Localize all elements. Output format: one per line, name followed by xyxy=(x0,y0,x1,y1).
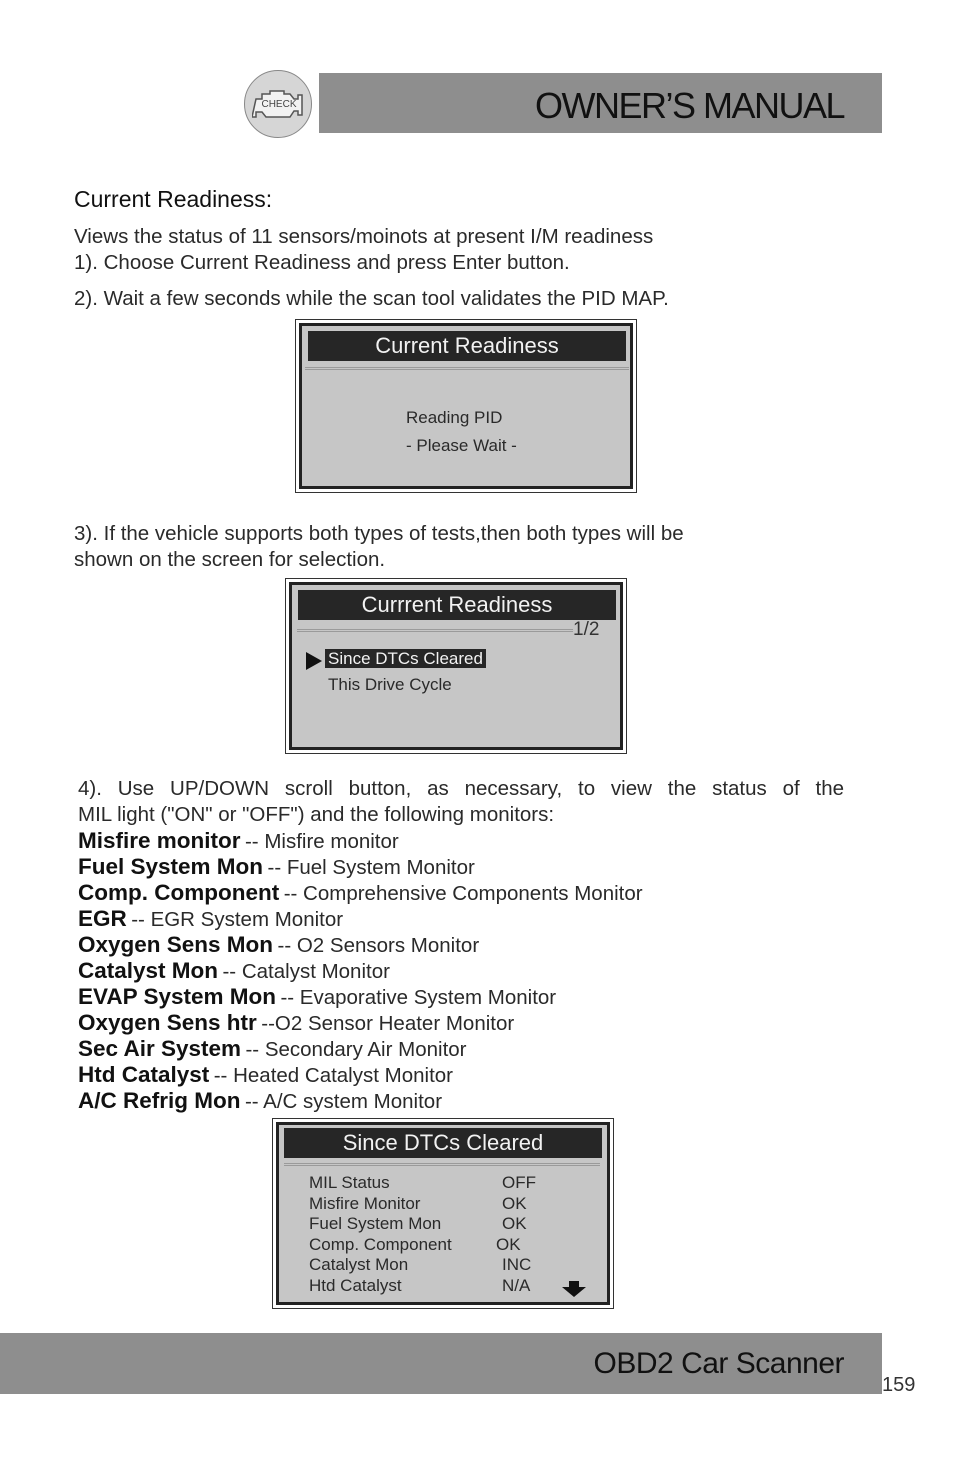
list-item xyxy=(78,1062,643,1088)
monitor-name: EGR xyxy=(78,906,127,931)
readiness-status-table xyxy=(309,1173,559,1296)
row-value: INC xyxy=(502,1255,532,1274)
row-value: OFF xyxy=(502,1173,536,1192)
table-row xyxy=(309,1235,559,1256)
row-label: Fuel System Mon xyxy=(309,1214,442,1233)
list-item xyxy=(78,932,643,958)
row-value: N/A xyxy=(502,1275,531,1295)
list-item xyxy=(78,1088,643,1114)
screen-display xyxy=(276,1122,610,1305)
scanner-screen-readiness-menu xyxy=(285,578,627,754)
list-item xyxy=(78,1036,643,1062)
screen-title: Currrent Readiness xyxy=(298,590,616,620)
screen-display xyxy=(299,323,633,489)
monitor-name: Fuel System Mon xyxy=(78,854,264,879)
selection-arrow-icon xyxy=(306,652,322,670)
please-wait-text: - Please Wait - xyxy=(406,436,517,455)
row-label: Misfire Monitor xyxy=(309,1193,421,1213)
intro-text: Views the status of 11 sensors/moinots at present I/M readiness xyxy=(74,225,654,248)
table-row xyxy=(309,1214,559,1235)
screen-title: Current Readiness xyxy=(308,331,626,361)
monitor-desc: -- EGR System Monitor xyxy=(131,908,344,931)
section-heading: Current Readiness: xyxy=(74,186,273,212)
monitor-desc: -- Fuel System Monitor xyxy=(267,856,475,879)
row-value: OK xyxy=(502,1214,527,1233)
list-item xyxy=(78,880,643,906)
list-item xyxy=(78,906,643,932)
row-label: MIL Status xyxy=(309,1173,390,1192)
list-item xyxy=(78,828,643,854)
check-logo-text: CHECK xyxy=(261,99,297,110)
monitor-desc: -- Heated Catalyst Monitor xyxy=(213,1064,453,1087)
monitor-desc: -- Catalyst Monitor xyxy=(222,960,390,983)
monitor-desc: --O2 Sensor Heater Monitor xyxy=(261,1012,515,1035)
scanner-screen-since-dtcs-cleared xyxy=(272,1118,614,1309)
monitor-list xyxy=(78,828,643,1114)
screen-display xyxy=(289,582,623,750)
monitor-name: EVAP System Mon xyxy=(78,984,276,1009)
monitor-name: Comp. Component xyxy=(78,880,280,905)
footer-title: OBD2 Car Scanner xyxy=(593,1347,844,1380)
row-value: OK xyxy=(496,1234,521,1254)
step-4-text-line2: MIL light ("ON" or "OFF") and the following monitors: xyxy=(78,803,555,826)
monitor-desc: -- Secondary Air Monitor xyxy=(245,1038,467,1061)
row-value: OK xyxy=(502,1193,527,1213)
monitor-name: Oxygen Sens Mon xyxy=(78,932,274,957)
reading-pid-text: Reading PID xyxy=(406,408,503,427)
monitor-desc: -- Evaporative System Monitor xyxy=(280,986,557,1009)
monitor-name: Htd Catalyst xyxy=(78,1062,210,1087)
monitor-desc: -- A/C system Monitor xyxy=(244,1090,443,1113)
manual-title: OWNER’S MANUAL xyxy=(534,85,844,126)
monitor-name: Sec Air System xyxy=(78,1036,242,1061)
table-row xyxy=(309,1194,559,1215)
menu-item-label: Since DTCs Cleared xyxy=(325,649,486,668)
screen-separator xyxy=(305,367,629,370)
row-label: Catalyst Mon xyxy=(309,1255,409,1274)
monitor-name: Oxygen Sens htr xyxy=(78,1010,257,1035)
step-3-text-line2: shown on the screen for selection. xyxy=(74,548,386,571)
page-number: 159 xyxy=(882,1374,916,1396)
check-engine-logo xyxy=(244,70,312,138)
table-row xyxy=(309,1276,559,1297)
screen-title: Since DTCs Cleared xyxy=(284,1128,602,1158)
row-label: Htd Catalyst xyxy=(309,1275,402,1295)
row-label: Comp. Component xyxy=(309,1234,452,1254)
list-item xyxy=(78,854,643,880)
table-row xyxy=(309,1255,559,1276)
header-bar xyxy=(319,73,882,133)
monitor-name: A/C Refrig Mon xyxy=(78,1088,241,1113)
step-4-text-line1: 4). Use UP/DOWN scroll button, as necessary, to view the status of the xyxy=(78,777,844,800)
footer-bar xyxy=(0,1333,882,1394)
menu-item-this-drive-cycle[interactable]: This Drive Cycle xyxy=(328,675,452,694)
scroll-down-arrow-icon xyxy=(561,1281,587,1297)
page-indicator: 1/2 xyxy=(573,619,600,640)
list-item xyxy=(78,1010,643,1036)
monitor-desc: -- Comprehensive Components Monitor xyxy=(283,882,643,905)
screen-separator xyxy=(284,1163,600,1166)
monitor-desc: -- Misfire monitor xyxy=(244,830,399,853)
list-item xyxy=(78,984,643,1010)
scanner-screen-reading-pid xyxy=(295,319,637,493)
step-1-text: 1). Choose Current Readiness and press Enter button. xyxy=(74,251,570,274)
step-2-text: 2). Wait a few seconds while the scan tool validates the PID MAP. xyxy=(74,287,669,310)
monitor-name: Misfire monitor xyxy=(78,828,241,853)
step-3-text-line1: 3). If the vehicle supports both types of tests,then both types will be xyxy=(74,522,684,545)
monitor-desc: -- O2 Sensors Monitor xyxy=(277,934,480,957)
list-item xyxy=(78,958,643,984)
menu-item-since-dtcs-cleared[interactable] xyxy=(325,649,486,669)
screen-separator xyxy=(297,629,573,632)
table-row xyxy=(309,1173,559,1194)
monitor-name: Catalyst Mon xyxy=(78,958,219,983)
